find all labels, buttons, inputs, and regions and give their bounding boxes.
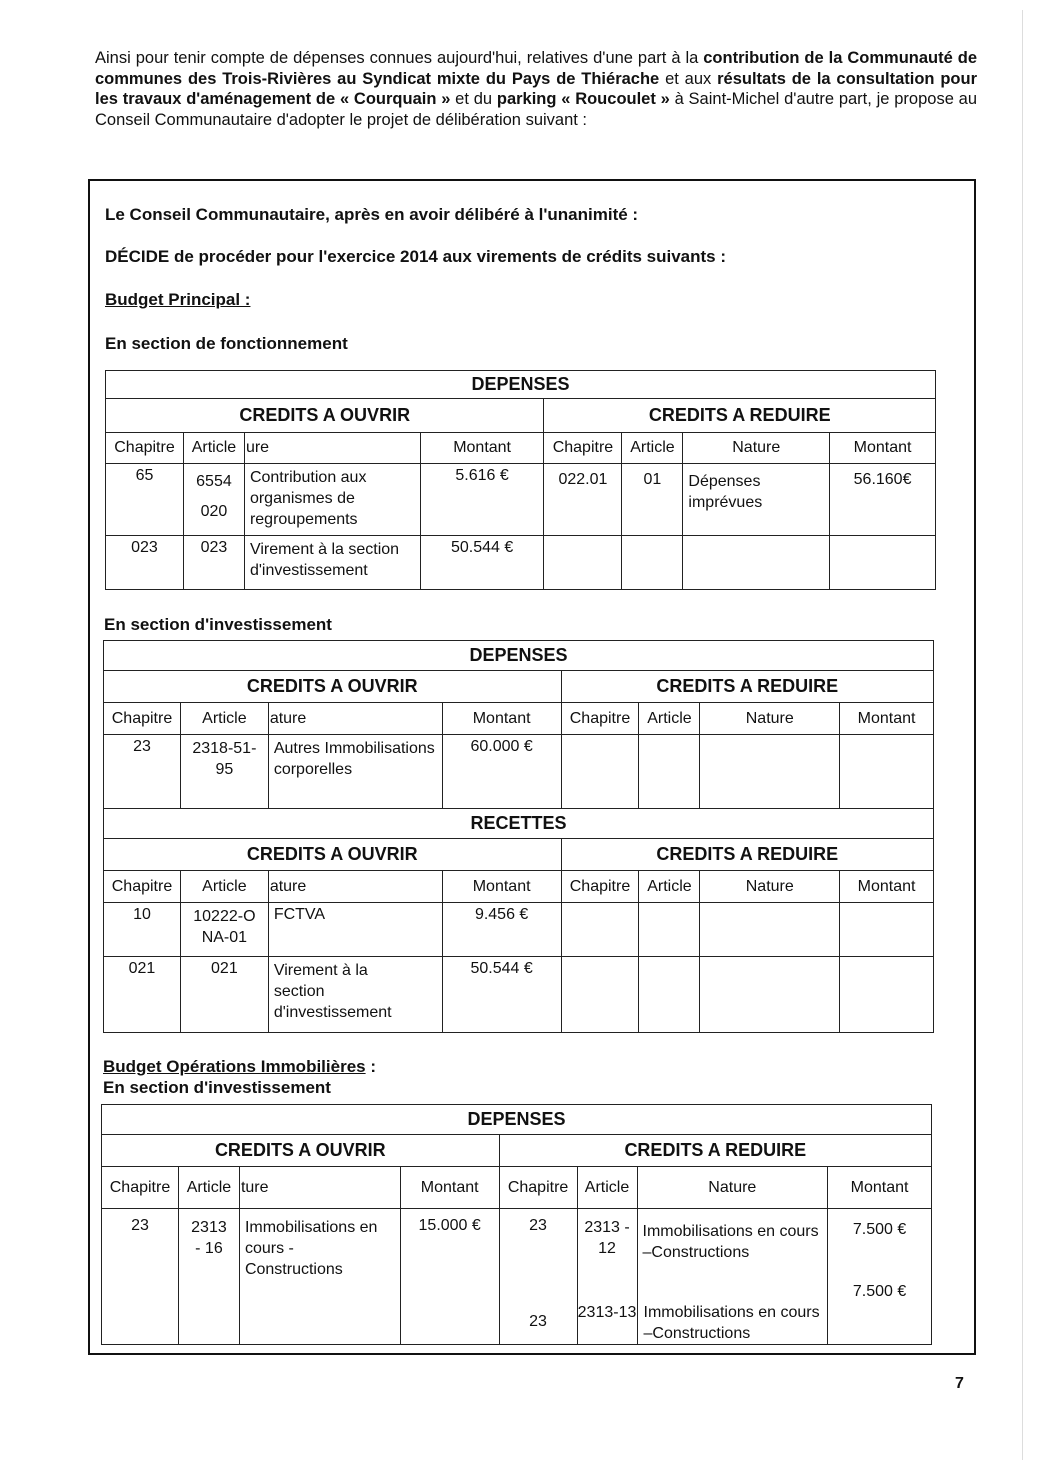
col-nature: ture — [239, 1167, 400, 1209]
cell-nature: Autres Immobilisations corporelles — [268, 735, 442, 809]
section-investissement-2-heading: En section d'investissement — [103, 1078, 331, 1097]
col-chapitre-r: Chapitre — [561, 703, 639, 735]
col-nature-r: Nature — [637, 1167, 828, 1209]
table-investissement — [103, 640, 934, 1033]
scan-edge-line — [1022, 10, 1023, 1460]
budget-ops-heading — [103, 1057, 376, 1077]
cell-nature: Immobilisations en cours - Constructions — [239, 1209, 400, 1345]
cell-montant: 50.544 € — [442, 957, 561, 1033]
col-nature: ure — [244, 433, 420, 464]
table-row — [104, 735, 934, 809]
cell-chapitre: 23 — [102, 1209, 179, 1345]
cell-chapitre: 23 — [104, 735, 181, 809]
cell-article-r: 01 — [622, 464, 683, 536]
intro-bold-1: contribution de la Communauté de communes des Trois-Rivières au Syndicat mixte du Pays de Thiérache — [95, 49, 977, 88]
cell-article-2: 020 — [200, 503, 228, 520]
empty-cell — [700, 903, 840, 957]
section-fonctionnement-heading: En section de fonctionnement — [105, 334, 348, 353]
col-montant-r: Montant — [840, 871, 934, 903]
intro-bold-2: résultats de la consultation pour les travaux d'aménagement de « Courquain » — [95, 69, 977, 108]
cell-montant: 15.000 € — [400, 1209, 499, 1345]
col-article: Article — [178, 1167, 239, 1209]
empty-cell — [700, 735, 840, 809]
recettes-header: RECETTES — [104, 809, 934, 839]
empty-cell — [544, 536, 622, 590]
col-nature-r: Nature — [700, 871, 840, 903]
empty-cell — [840, 735, 934, 809]
credits-reduire-header: CREDITS A REDUIRE — [561, 671, 933, 703]
credits-ouvrir-header: CREDITS A OUVRIR — [104, 839, 562, 871]
col-chapitre: Chapitre — [104, 871, 181, 903]
empty-cell — [561, 957, 639, 1033]
cell-article-r-1: 2313 - 12 — [584, 1219, 630, 1257]
cell-article-1: 6554 — [196, 473, 232, 490]
cell-article: 2313 - 16 — [178, 1209, 239, 1345]
table-fonctionnement — [105, 370, 936, 590]
budget-principal-label: Budget Principal : — [105, 290, 251, 309]
col-article: Article — [180, 703, 268, 735]
empty-cell — [622, 536, 683, 590]
empty-cell — [840, 957, 934, 1033]
cell-nature-r: Dépenses imprévues — [683, 464, 830, 536]
cell-article: 10222-ONA-01 — [180, 903, 268, 957]
empty-cell — [639, 957, 700, 1033]
col-nature-r: Nature — [683, 433, 830, 464]
cell-article-r — [577, 1209, 637, 1345]
col-article: Article — [183, 433, 244, 464]
cell-nature: FCTVA — [268, 903, 442, 957]
credits-ouvrir-header: CREDITS A OUVRIR — [102, 1135, 500, 1167]
cell-chapitre-r — [499, 1209, 577, 1345]
credits-reduire-header: CREDITS A REDUIRE — [561, 839, 933, 871]
col-chapitre: Chapitre — [104, 703, 181, 735]
cell-nature-r — [637, 1209, 828, 1345]
empty-cell — [561, 903, 639, 957]
cell-montant-r: 56.160€ — [830, 464, 936, 536]
cell-chapitre-r: 022.01 — [544, 464, 622, 536]
col-montant-r: Montant — [828, 1167, 932, 1209]
cell-nature: Virement à la section d'investissement — [268, 957, 442, 1033]
empty-cell — [840, 903, 934, 957]
empty-cell — [700, 957, 840, 1033]
cell-montant-r-2: 7.500 € — [852, 1283, 907, 1300]
depenses-header: DEPENSES — [102, 1105, 932, 1135]
page-number: 7 — [955, 1375, 964, 1392]
col-montant-r: Montant — [840, 703, 934, 735]
cell-article: 2318-51-95 — [180, 735, 268, 809]
col-chapitre-r: Chapitre — [499, 1167, 577, 1209]
cell-montant: 9.456 € — [442, 903, 561, 957]
col-nature: ature — [268, 871, 442, 903]
empty-cell — [683, 536, 830, 590]
depenses-header: DEPENSES — [104, 641, 934, 671]
cell-article-r-2: 2313-13 — [577, 1304, 637, 1321]
cell-chapitre: 023 — [106, 536, 184, 590]
col-chapitre: Chapitre — [102, 1167, 179, 1209]
cell-nature: Contribution aux organismes de regroupements — [244, 464, 420, 536]
cell-article — [183, 464, 244, 536]
cell-montant-r-1: 7.500 € — [852, 1221, 907, 1238]
col-article-r: Article — [622, 433, 683, 464]
intro-text-4: à Saint-Michel d'autre part, je propose au Conseil Communautaire d'adopter le projet de délibération suivant : — [95, 90, 978, 129]
col-article-r: Article — [577, 1167, 637, 1209]
section-investissement-heading: En section d'investissement — [104, 615, 332, 634]
cell-chapitre: 021 — [104, 957, 181, 1033]
credits-ouvrir-header: CREDITS A OUVRIR — [104, 671, 562, 703]
intro-text-3: et du — [450, 90, 497, 108]
budget-principal-heading — [105, 290, 250, 310]
col-chapitre: Chapitre — [106, 433, 184, 464]
cell-chapitre: 10 — [104, 903, 181, 957]
col-article-r: Article — [639, 703, 700, 735]
table-row — [104, 957, 934, 1033]
cell-article: 021 — [180, 957, 268, 1033]
col-article: Article — [180, 871, 268, 903]
cell-chapitre: 65 — [106, 464, 184, 536]
col-montant: Montant — [420, 433, 544, 464]
intro-text-2: et aux — [659, 69, 718, 88]
col-nature-r: Nature — [700, 703, 840, 735]
empty-cell — [639, 735, 700, 809]
decision-line-1: Le Conseil Communautaire, après en avoir délibéré à l'unanimité : — [105, 205, 639, 224]
credits-reduire-header: CREDITS A REDUIRE — [544, 399, 936, 433]
col-montant-r: Montant — [830, 433, 936, 464]
empty-cell — [830, 536, 936, 590]
cell-article: 023 — [183, 536, 244, 590]
depenses-header: DEPENSES — [106, 371, 936, 399]
cell-nature: Virement à la section d'investissement — [244, 536, 420, 590]
empty-cell — [639, 903, 700, 957]
intro-paragraph — [95, 48, 977, 130]
cell-montant-r — [828, 1209, 932, 1345]
col-chapitre-r: Chapitre — [544, 433, 622, 464]
col-article-r: Article — [639, 871, 700, 903]
table-operations-immobilieres — [101, 1104, 932, 1345]
budget-ops-label: Budget Opérations Immobilières — [103, 1057, 366, 1076]
col-montant: Montant — [442, 703, 561, 735]
table-row — [106, 536, 936, 590]
intro-text-1: Ainsi pour tenir compte de dépenses connues aujourd'hui, relatives d'une part à la — [95, 49, 704, 67]
table-row — [104, 903, 934, 957]
cell-montant: 5.616 € — [420, 464, 544, 536]
col-montant: Montant — [442, 871, 561, 903]
col-montant: Montant — [400, 1167, 499, 1209]
cell-chapitre-r-2: 23 — [529, 1313, 547, 1330]
empty-cell — [561, 735, 639, 809]
cell-montant: 50.544 € — [420, 536, 544, 590]
col-nature: ature — [268, 703, 442, 735]
decision-line-2: DÉCIDE de procéder pour l'exercice 2014 aux virements de crédits suivants : — [105, 247, 727, 266]
table-row — [102, 1209, 932, 1345]
col-chapitre-r: Chapitre — [561, 871, 639, 903]
table-row — [106, 464, 936, 536]
cell-chapitre-r-1: 23 — [529, 1217, 547, 1234]
budget-ops-suffix: : — [365, 1057, 376, 1076]
credits-reduire-header: CREDITS A REDUIRE — [499, 1135, 931, 1167]
cell-nature-r-2: Immobilisations en cours –Constructions — [643, 1304, 820, 1342]
intro-bold-3: parking « Roucoulet » — [496, 90, 670, 108]
cell-montant: 60.000 € — [442, 735, 561, 809]
cell-nature-r-1: Immobilisations en cours –Constructions — [642, 1223, 819, 1261]
credits-ouvrir-header: CREDITS A OUVRIR — [106, 399, 544, 433]
